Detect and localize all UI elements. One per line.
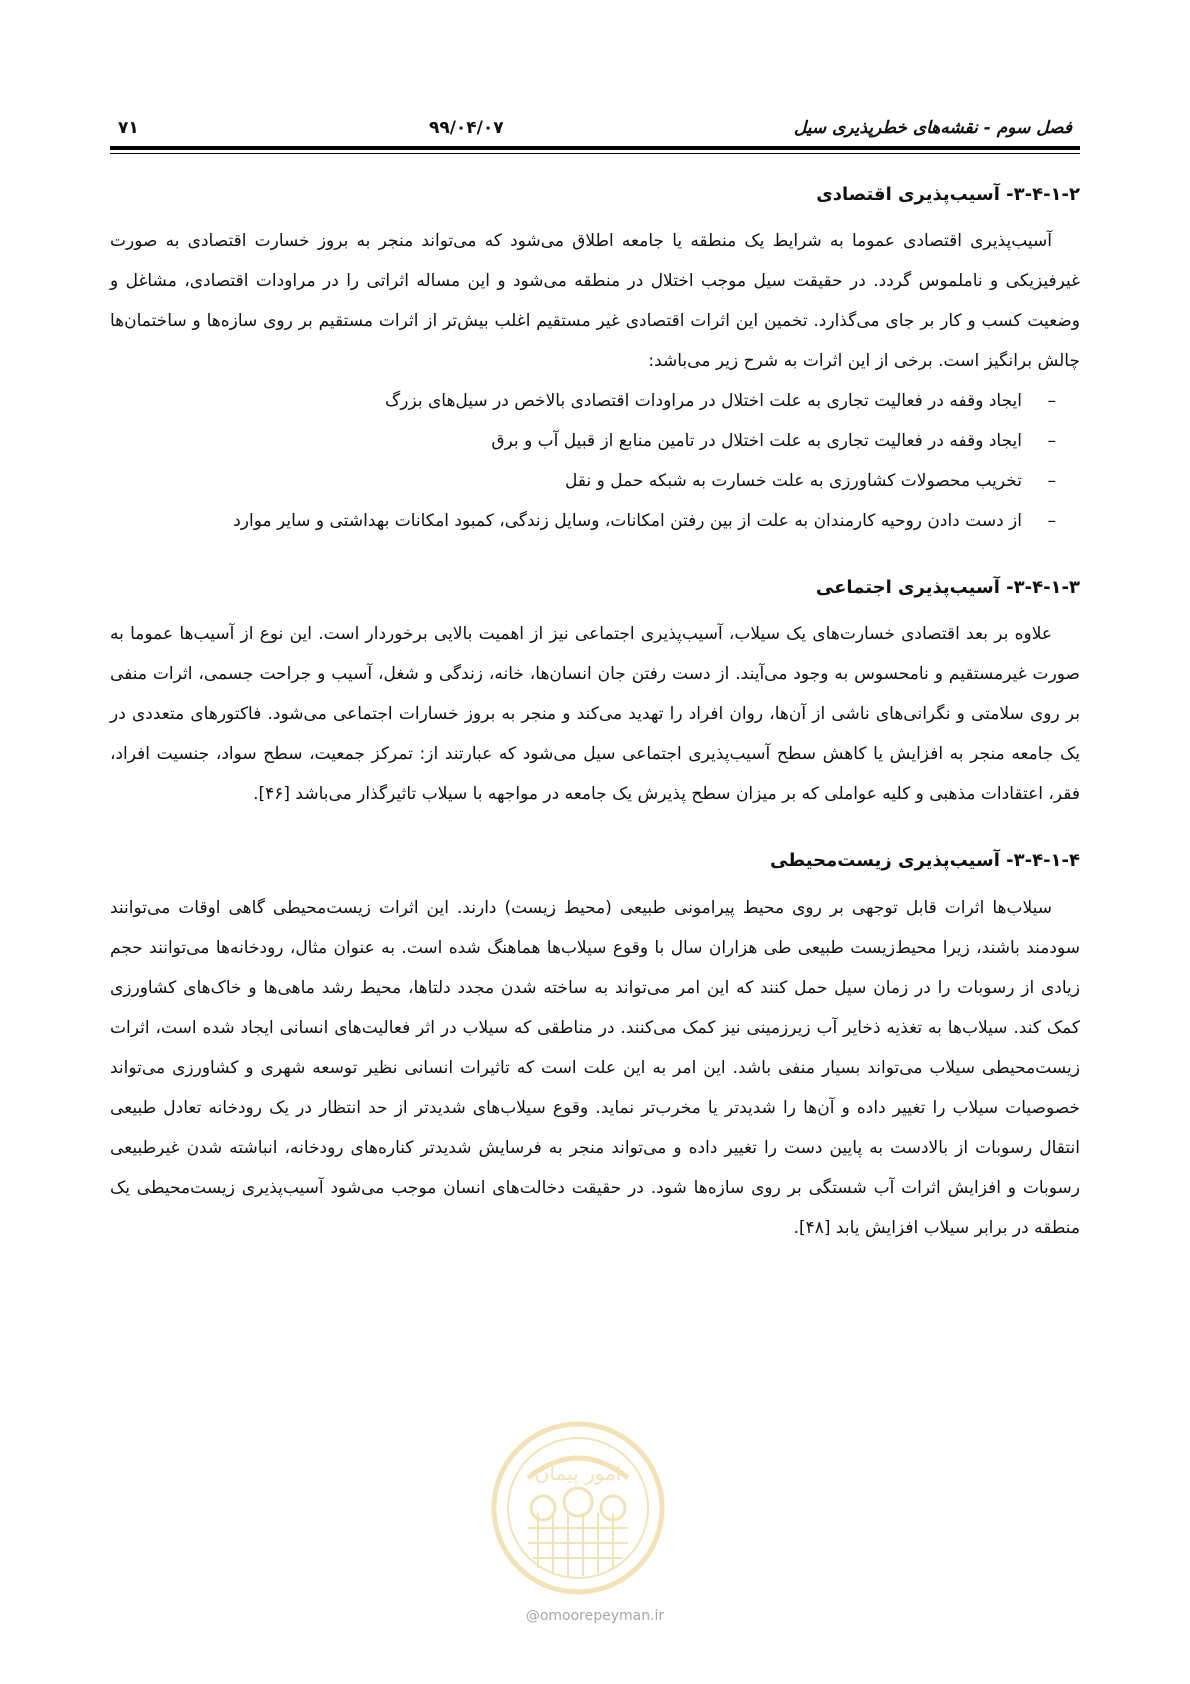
list-item: –تخریب محصولات کشاورزی به علت خسارت به شبکه حمل و نقل: [565, 471, 1056, 492]
bullet-list: [110, 381, 1080, 541]
header-date: ۹۹/۰۴/۰۷: [428, 118, 504, 138]
section-heading-social: ۳-۴-۱-۳- آسیب‌پذیری اجتماعی: [815, 577, 1080, 599]
watermark-text: امور پیمان: [534, 1461, 622, 1485]
page-number: ۷۱: [118, 118, 139, 138]
section-paragraph-social: علاوه بر بعد اقتصادی خسارت‌های یک سیلاب، آسیب‌پذیری اجتماعی نیز از اهمیت بالایی برخوردار است. این نوع از آسیب‌ها عموما به صورت غیرمستقیم و نامحسوس به وجود می‌آیند. از دست رفتن جان انسان‌ها، خانه، زندگی و شغل، آسیب و جراحت جسمی، اثرات منفی بر روی سلامتی و نگرانی‌های ناشی از آن‌ها، روان افراد را تهدید می‌کند و منجر به بروز خسارات اجتماعی می‌شود. فاکتورهای متعددی در یک جامعه منجر به افزایش یا کاهش سطح آسیب‌پذیری اجتماعی سیل می‌شود که عبارتند از: تمرکز جمعیت، سطح سواد، جنسیت افراد، فقر، اعتقادات مذهبی و کلیه عواملی که بر میزان سطح پذیرش یک جامعه در مواجهه با سیلاب تاثیرگذار می‌باشد [۴۶].: [110, 624, 1080, 805]
watermark-seal-icon: [488, 1418, 668, 1598]
page-header: [110, 118, 1080, 146]
section-heading-environmental: ۳-۴-۱-۴- آسیب‌پذیری زیست‌محیطی: [770, 850, 1080, 872]
header-rule-thick: [110, 146, 1080, 150]
header-rule-thin: [110, 153, 1080, 154]
list-item: –ایجاد وقفه در فعالیت تجاری به علت اختلال در تامین منابع از قبیل آب و برق: [491, 431, 1056, 452]
list-item: –از دست دادن روحیه کارمندان به علت از بین رفتن امکانات، وسایل زندگی، کمبود امکانات بهداشتی و سایر موارد: [233, 511, 1056, 532]
chapter-title: فصل سوم - نقشه‌های خطرپذیری سیل: [793, 118, 1072, 138]
section-paragraph-environmental: سیلاب‌ها اثرات قابل توجهی بر روی محیط پیرامونی طبیعی (محیط زیست) دارند. این اثرات زیست‌محیطی گاهی اوقات می‌توانند سودمند باشند، زیرا محیط‌زیست طبیعی طی هزاران سال با وقوع سیلاب‌ها هماهنگ شده است. به عنوان مثال، رودخانه‌ها می‌توانند حجم زیادی از رسوبات را در زمان سیل حمل کنند که این امر می‌تواند به ساخته شدن مجدد دلتاها، محیط رشد ماهی‌ها و خاک‌های کشاورزی کمک کند. سیلاب‌ها به تغذیه ذخایر آب زیرزمینی نیز کمک می‌کنند. در مناطقی که سیلاب در اثر فعالیت‌های انسانی ایجاد شده است، اثرات زیست‌محیطی سیلاب می‌تواند بسیار منفی باشد. این امر به این علت است که تاثیرات انسانی نظیر توسعه شهری و کشاورزی می‌تواند خصوصیات سیلاب را تغییر داده و آن‌ها را شدیدتر یا مخرب‌تر نماید. وقوع سیلاب‌های شدیدتر از حد انتظار در یک رودخانه تعادل طبیعی انتقال رسوبات از بالادست به پایین دست را تغییر داده و می‌تواند منجر به فرسایش شدیدتر کناره‌های رودخانه، انباشته شدن غیرطبیعی رسوبات و افزایش اثرات آب شستگی بر روی سازه‌ها شود. در حقیقت دخالت‌های انسان موجب می‌شود آسیب‌پذیری زیست‌محیطی یک منطقه در برابر سیلاب افزایش یابد [۴۸].: [110, 897, 1080, 1238]
section-paragraph-economic: آسیب‌پذیری اقتصادی عموما به شرایط یک منطقه یا جامعه اطلاق می‌شود که می‌تواند منجر به بروز خسارت اقتصادی به صورت غیرفیزیکی و ناملموس گردد. در حقیقت سیل موجب اختلال در منطقه می‌شود و این مساله اثراتی را در مراودات اقتصادی، مشاغل و وضعیت کسب و کار بر جای می‌گذارد. تخمین این اثرات اقتصادی غیر مستقیم اغلب بیش‌تر از اثرات مستقیم بر روی سازه‌ها و ساختمان‌ها چالش برانگیز است. برخی از این اثرات به شرح زیر می‌باشد:: [110, 231, 1080, 372]
section-heading-economic: ۳-۴-۱-۲- آسیب‌پذیری اقتصادی: [816, 184, 1080, 205]
list-item: –ایجاد وقفه در فعالیت تجاری به علت اختلال در مراودات اقتصادی بالاخص در سیل‌های بزرگ: [385, 391, 1056, 412]
site-url: @omoorepeyman.ir: [525, 1608, 665, 1624]
page: [110, 118, 1080, 1248]
